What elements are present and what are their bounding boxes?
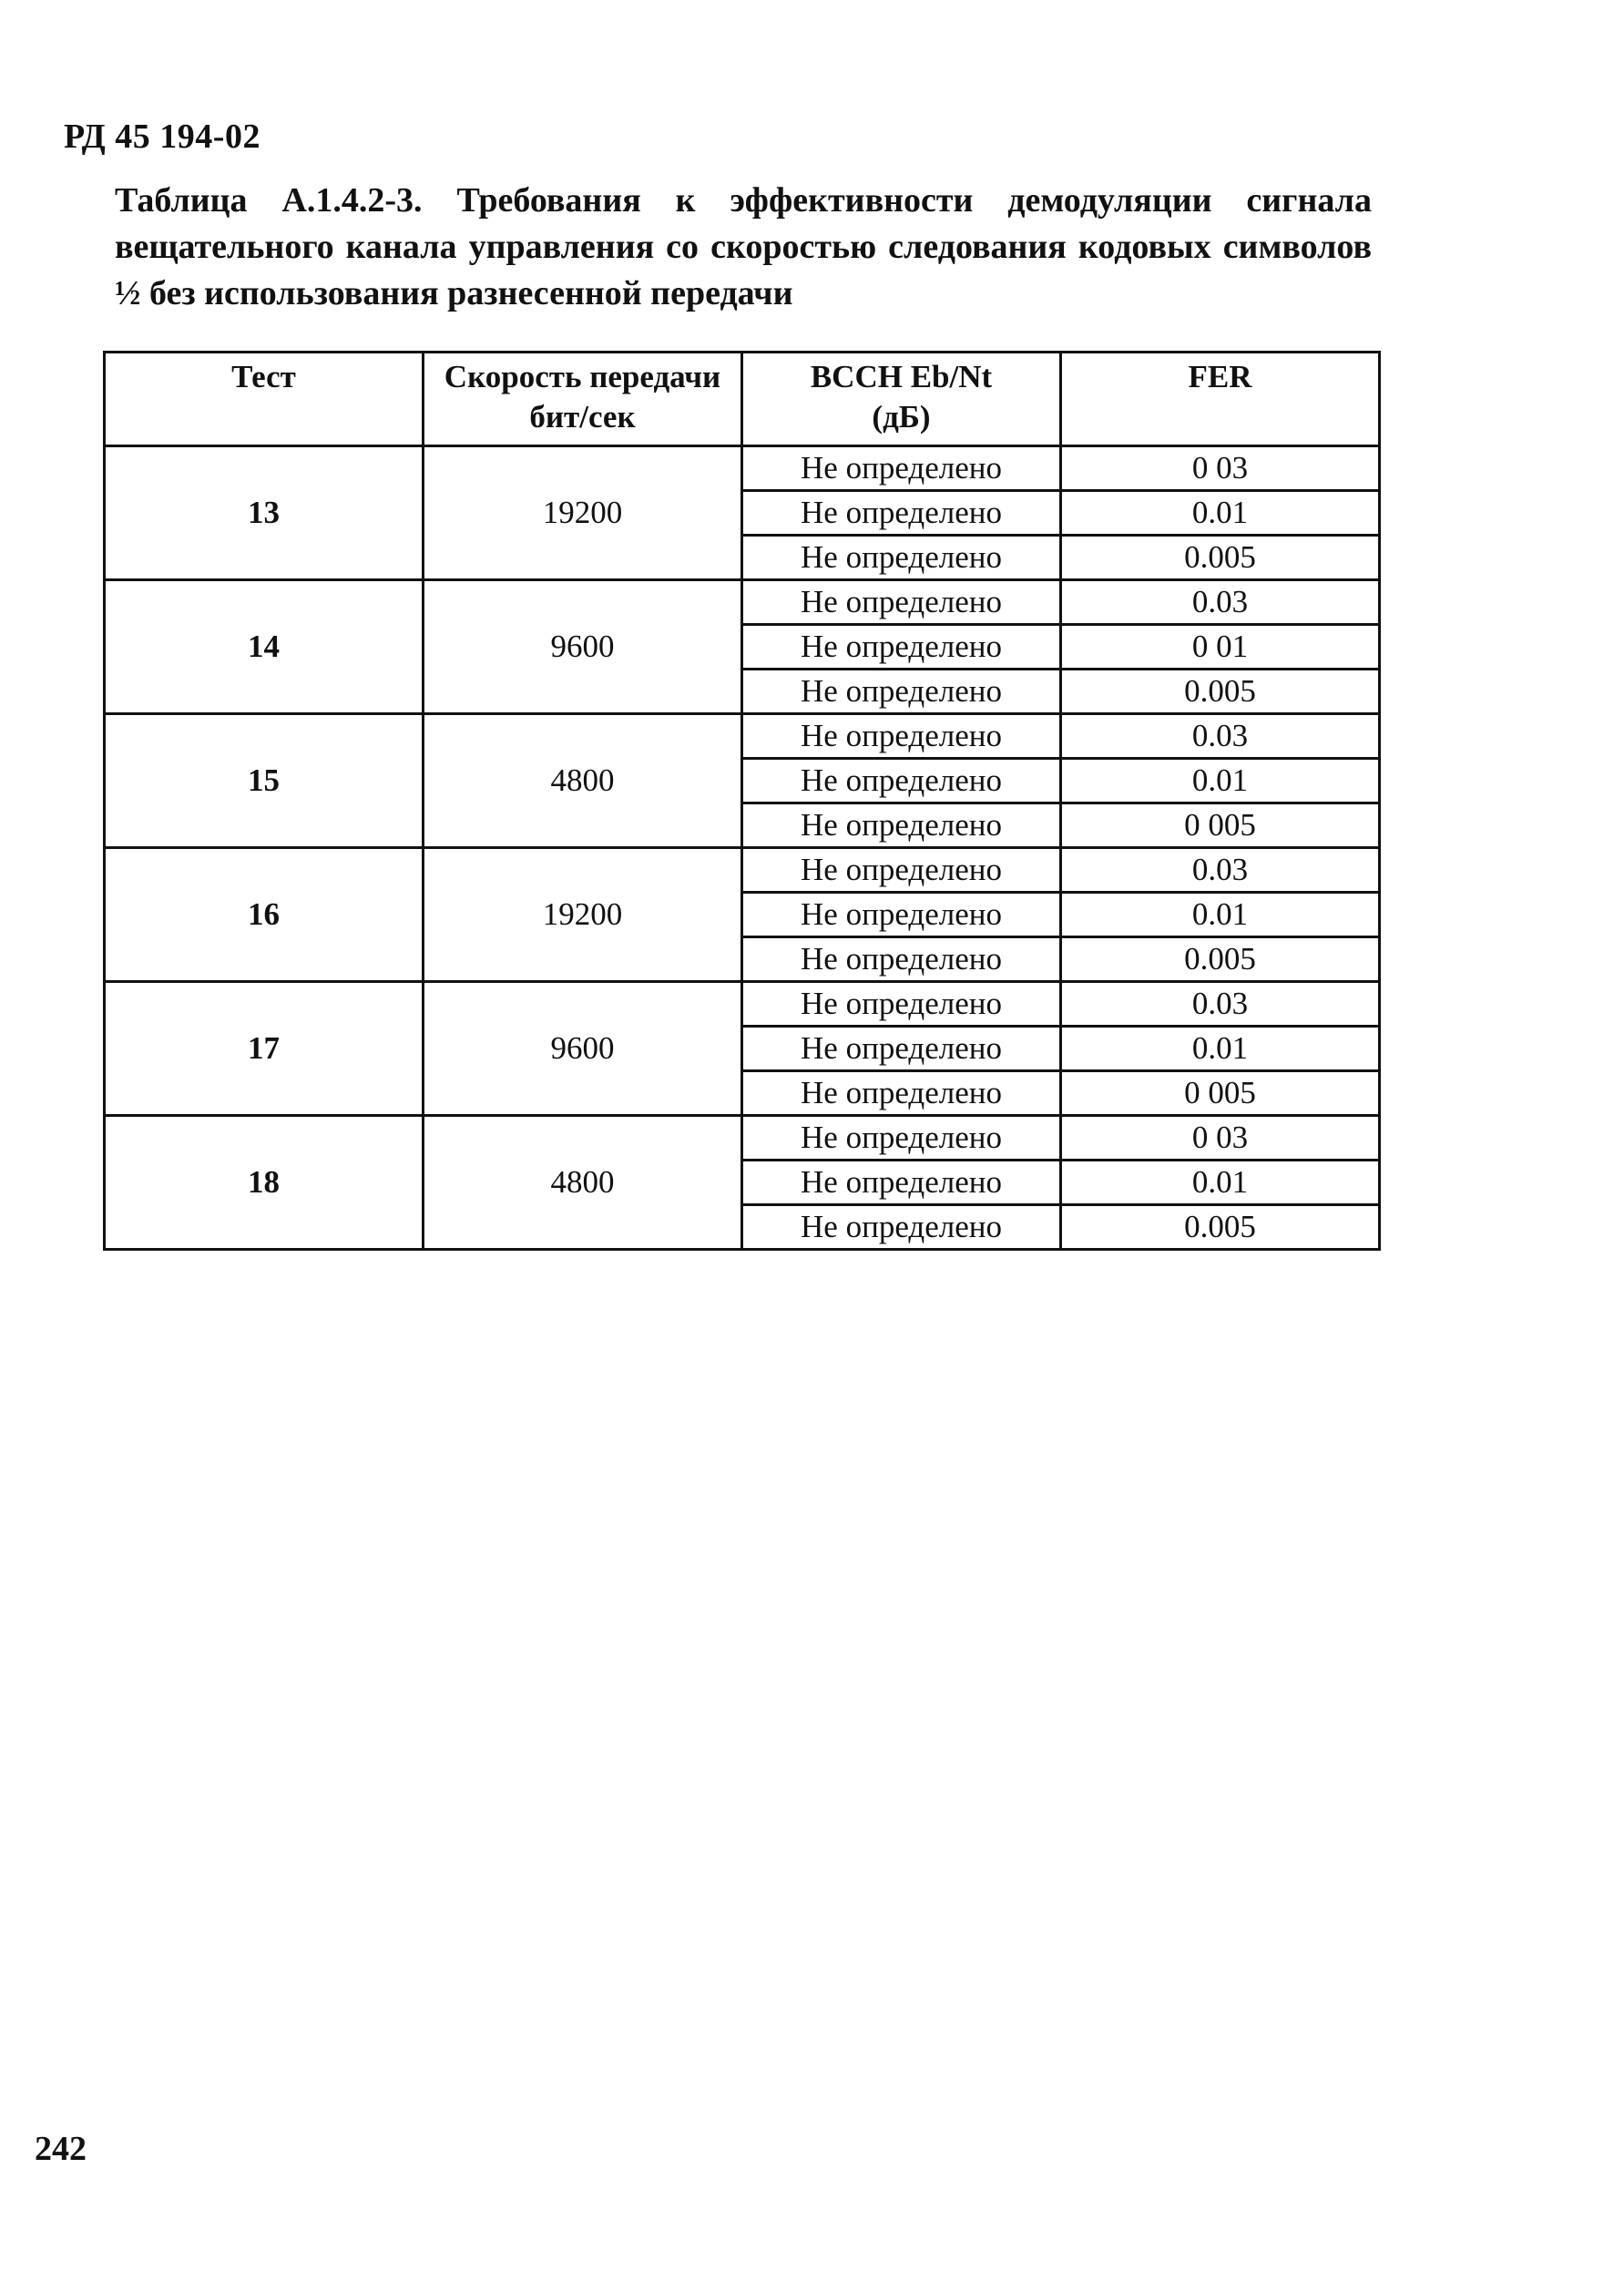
fer-cell: 0.03 <box>1061 714 1380 759</box>
table-row <box>105 446 1380 491</box>
fer-cell: 0.03 <box>1061 580 1380 625</box>
bcch-cell: Не определено <box>742 1027 1061 1071</box>
fer-cell: 0 03 <box>1061 1116 1380 1161</box>
header-rate-line1: Скорость передачи <box>444 359 721 394</box>
table-row <box>105 714 1380 759</box>
table-caption: Таблица А.1.4.2-3. Требования к эффективности демодуляции сигнала вещательного канала управления со скоростью следования кодовых символов ½ без использования разнесенной передачи <box>115 181 1372 312</box>
bcch-cell: Не определено <box>742 714 1061 759</box>
fer-cell: 0.03 <box>1061 982 1380 1027</box>
bcch-cell: Не определено <box>742 893 1061 937</box>
bcch-cell: Не определено <box>742 670 1061 714</box>
bcch-cell: Не определено <box>742 848 1061 893</box>
rate-cell: 9600 <box>424 982 742 1116</box>
document-code: РД 45 194-02 <box>64 118 260 156</box>
bcch-cell: Не определено <box>742 625 1061 670</box>
rate-cell: 4800 <box>424 1116 742 1250</box>
header-bcch-line2: (дБ) <box>872 399 931 435</box>
header-bcch-line1: BCCH Eb/Nt <box>810 359 993 394</box>
fer-cell: 0 03 <box>1061 446 1380 491</box>
fer-cell: 0.01 <box>1061 893 1380 937</box>
fer-cell: 0.01 <box>1061 1027 1380 1071</box>
header-test: Тест <box>105 353 424 446</box>
bcch-cell: Не определено <box>742 982 1061 1027</box>
table-row <box>105 848 1380 893</box>
fer-cell: 0.005 <box>1061 1205 1380 1250</box>
test-number-cell: 15 <box>105 714 424 848</box>
fer-cell: 0.01 <box>1061 1161 1380 1205</box>
bcch-cell: Не определено <box>742 1161 1061 1205</box>
table-row <box>105 1116 1380 1161</box>
fer-cell: 0.03 <box>1061 848 1380 893</box>
bcch-cell: Не определено <box>742 536 1061 580</box>
fer-cell: 0.01 <box>1061 491 1380 536</box>
demodulation-requirements-table <box>103 351 1381 1251</box>
test-number-cell: 18 <box>105 1116 424 1250</box>
bcch-cell: Не определено <box>742 491 1061 536</box>
fer-cell: 0 005 <box>1061 803 1380 848</box>
bcch-cell: Не определено <box>742 803 1061 848</box>
bcch-cell: Не определено <box>742 937 1061 982</box>
fer-cell: 0.005 <box>1061 937 1380 982</box>
rate-cell: 19200 <box>424 446 742 580</box>
table-row <box>105 982 1380 1027</box>
page-number: 242 <box>35 2130 87 2168</box>
table-header-row <box>105 353 1380 446</box>
bcch-cell: Не определено <box>742 446 1061 491</box>
test-number-cell: 16 <box>105 848 424 982</box>
header-bcch <box>742 353 1061 446</box>
rate-cell: 9600 <box>424 580 742 714</box>
header-fer: FER <box>1061 353 1380 446</box>
fer-cell: 0.01 <box>1061 759 1380 803</box>
fer-cell: 0.005 <box>1061 536 1380 580</box>
test-number-cell: 13 <box>105 446 424 580</box>
fer-cell: 0 01 <box>1061 625 1380 670</box>
rate-cell: 4800 <box>424 714 742 848</box>
header-rate-line2: бит/сек <box>529 399 636 435</box>
table-row <box>105 580 1380 625</box>
header-rate <box>424 353 742 446</box>
fer-cell: 0 005 <box>1061 1071 1380 1116</box>
bcch-cell: Не определено <box>742 1071 1061 1116</box>
test-number-cell: 14 <box>105 580 424 714</box>
rate-cell: 19200 <box>424 848 742 982</box>
fer-cell: 0.005 <box>1061 670 1380 714</box>
table-container <box>103 351 1381 1251</box>
bcch-cell: Не определено <box>742 580 1061 625</box>
test-number-cell: 17 <box>105 982 424 1116</box>
bcch-cell: Не определено <box>742 1205 1061 1250</box>
bcch-cell: Не определено <box>742 759 1061 803</box>
bcch-cell: Не определено <box>742 1116 1061 1161</box>
